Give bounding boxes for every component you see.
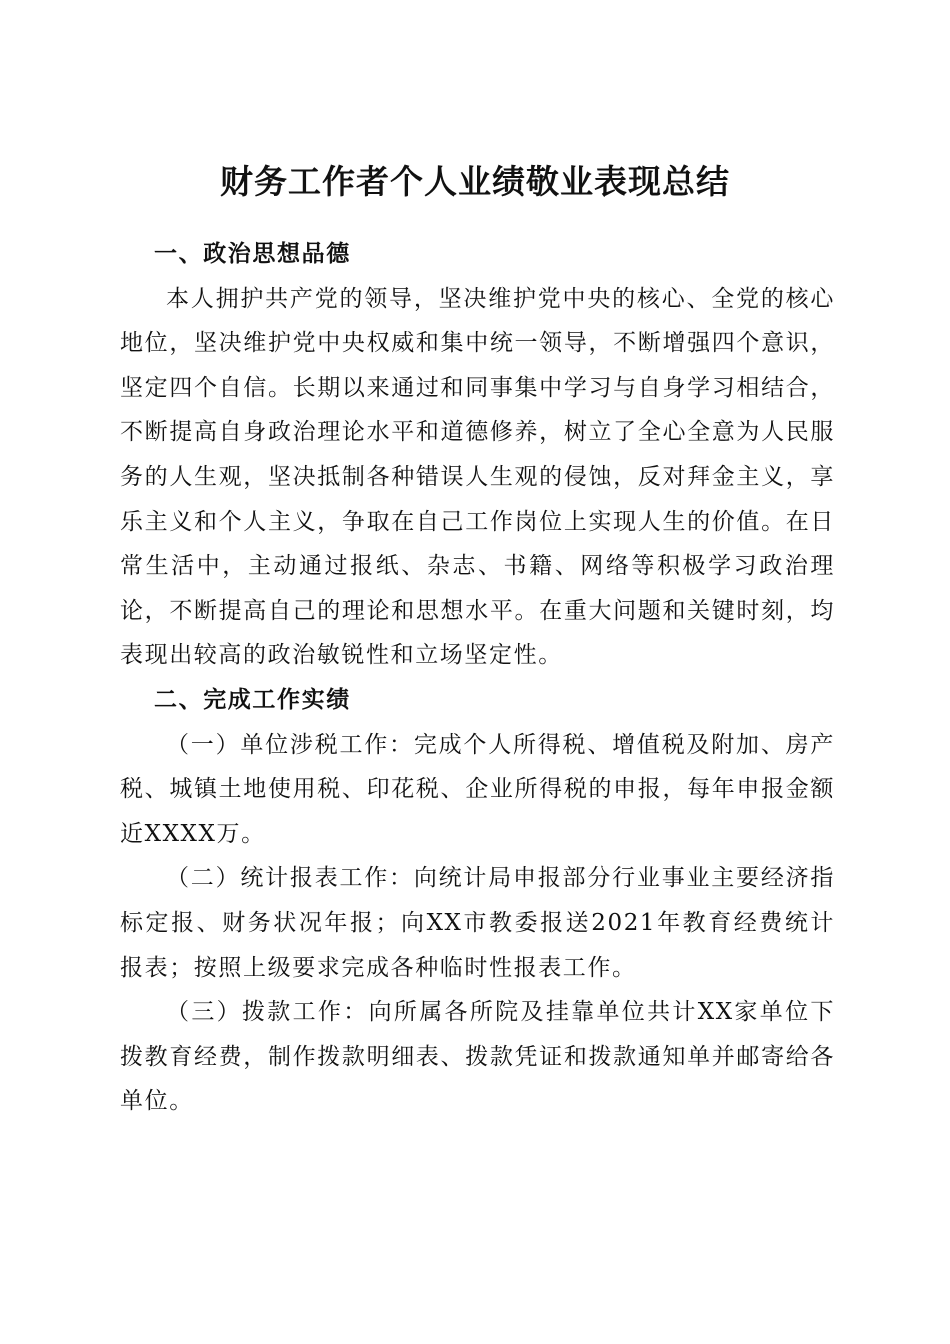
paragraph-statistics-work: （二）统计报表工作：向统计局申报部分行业事业主要经济指标定报、财务状况年报；向XX市教委报送2021年教育经费统计报表；按照上级要求完成各种临时性报表工作。 bbox=[120, 865, 835, 981]
document-body bbox=[120, 232, 835, 1124]
paragraph-tax-work: （一）单位涉税工作：完成个人所得税、增值税及附加、房产税、城镇土地使用税、印花税、企业所得税的申报，每年申报金额近XXXX万。 bbox=[120, 731, 835, 847]
paragraph-political: 本人拥护共产党的领导，坚决维护党中央的核心、全党的核心地位，坚决维护党中央权威和集中统一领导，不断增强四个意识，坚定四个自信。长期以来通过和同事集中学习与自身学习相结合，不断提高自身政治理论水平和道德修养，树立了全心全意为人民服务的人生观，坚决抵制各种错误人生观的侵蚀，反对拜金主义，享乐主义和个人主义，争取在自己工作岗位上实现人生的价值。在日常生活中，主动通过报纸、杂志、书籍、网络等积极学习政治理论，不断提高自己的理论和思想水平。在重大问题和关键时刻，均表现出较高的政治敏锐性和立场坚定性。 bbox=[120, 285, 835, 669]
document-title: 财务工作者个人业绩敬业表现总结 bbox=[220, 162, 730, 202]
section-heading-political: 一、政治思想品德 bbox=[154, 241, 351, 267]
section-heading-achievements: 二、完成工作实绩 bbox=[154, 686, 351, 713]
paragraph-allocation-work: （三）拨款工作：向所属各所院及挂靠单位共计XX家单位下拨教育经费，制作拨款明细表、拨款凭证和拨款通知单并邮寄给各单位。 bbox=[120, 999, 835, 1115]
